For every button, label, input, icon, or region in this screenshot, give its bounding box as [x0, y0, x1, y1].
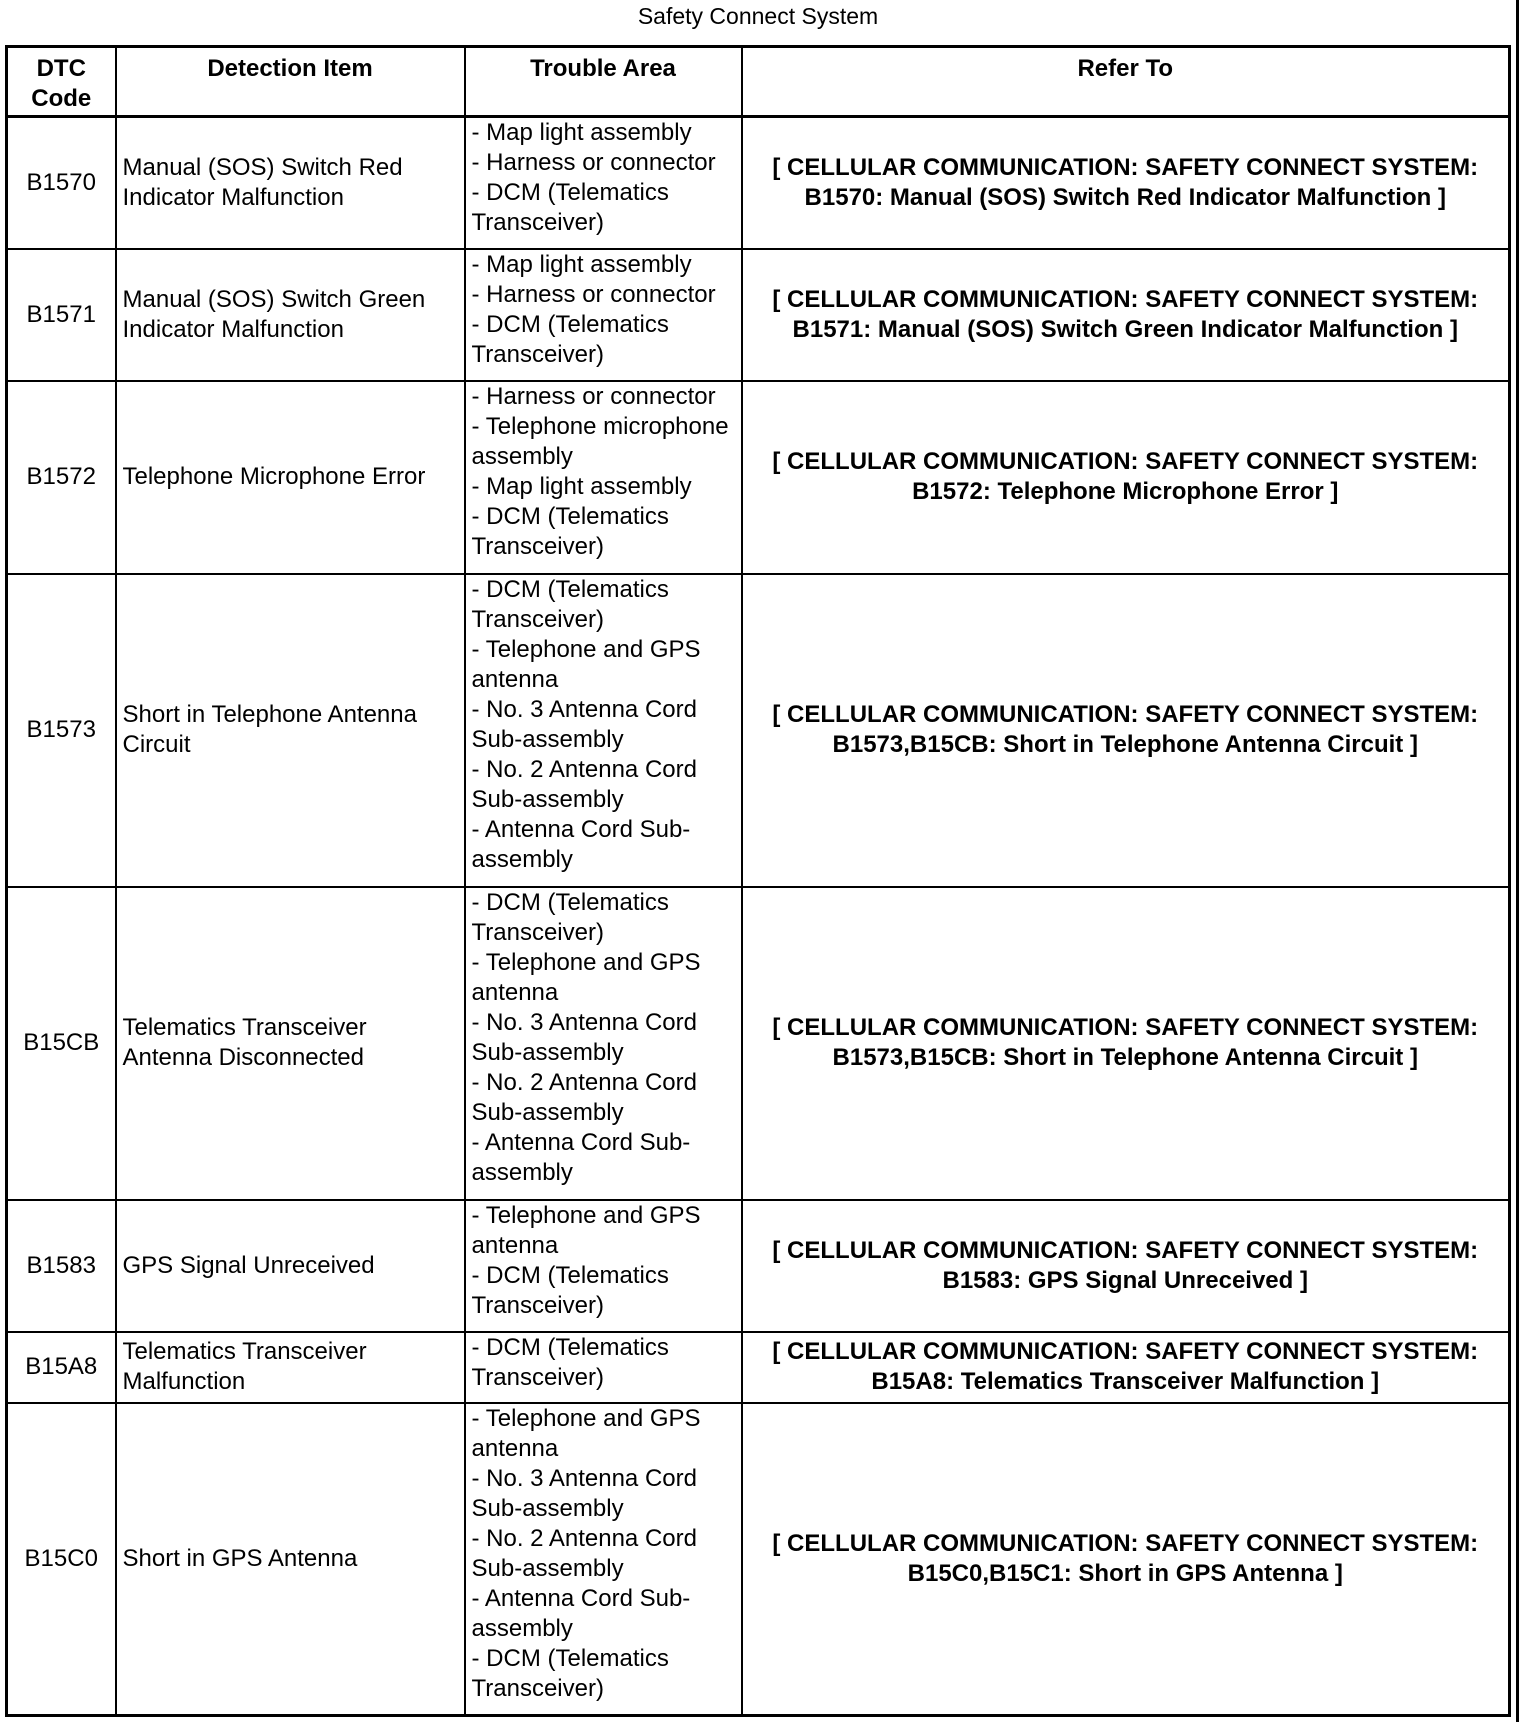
trouble-area-cell: [465, 1403, 742, 1716]
trouble-area-cell: [465, 117, 742, 249]
detection-item-cell: Telematics Transceiver Malfunction: [116, 1332, 465, 1403]
trouble-area-entry: - No. 2 Antenna Cord Sub-assembly: [471, 1524, 697, 1582]
table-body: [7, 117, 1510, 1716]
table-row: [7, 381, 1510, 574]
trouble-area-entry: - Harness or connector: [471, 280, 716, 308]
dtc-code-cell: B1573: [7, 574, 116, 887]
trouble-area-entry: - No. 3 Antenna Cord Sub-assembly: [471, 1464, 697, 1522]
document-title: Safety Connect System: [637, 3, 879, 29]
trouble-area-entry: - Map light assembly: [471, 119, 692, 146]
trouble-area-entry: - No. 2 Antenna Cord Sub-assembly: [471, 755, 697, 813]
trouble-area-entry: - DCM (Telematics Transceiver): [471, 888, 669, 946]
dtc-code-cell: B15CB: [7, 887, 116, 1200]
trouble-area-entry: - Telephone and GPS antenna: [471, 948, 701, 1006]
trouble-area-entry: - Telephone and GPS antenna: [471, 1404, 701, 1462]
refer-to-link[interactable]: [ CELLULAR COMMUNICATION: SAFETY CONNECT SYSTEM: B1573,B15CB: Short in Telephone Antenna Circuit ]: [742, 574, 1510, 887]
dtc-table: [5, 45, 1511, 1717]
refer-to-link[interactable]: [ CELLULAR COMMUNICATION: SAFETY CONNECT SYSTEM: B15C0,B15C1: Short in GPS Antenna ]: [742, 1403, 1510, 1716]
table-row: [7, 249, 1510, 381]
trouble-area-entry: - DCM (Telematics Transceiver): [471, 502, 669, 560]
trouble-area-cell: [465, 1332, 742, 1403]
trouble-area-entry: - Map light assembly: [471, 472, 692, 500]
refer-to-link[interactable]: [ CELLULAR COMMUNICATION: SAFETY CONNECT SYSTEM: B1571: Manual (SOS) Switch Green Indicator Malfunction ]: [742, 249, 1510, 381]
trouble-area-cell: [465, 381, 742, 574]
refer-to-link[interactable]: [ CELLULAR COMMUNICATION: SAFETY CONNECT SYSTEM: B1572: Telephone Microphone Error ]: [742, 381, 1510, 574]
dtc-code-cell: B1570: [7, 117, 116, 249]
table-row: [7, 1200, 1510, 1332]
trouble-area-cell: [465, 574, 742, 887]
refer-to-link[interactable]: [ CELLULAR COMMUNICATION: SAFETY CONNECT SYSTEM: B1573,B15CB: Short in Telephone Antenna Circuit ]: [742, 887, 1510, 1200]
trouble-area-entry: - No. 3 Antenna Cord Sub-assembly: [471, 1008, 697, 1066]
refer-to-link[interactable]: [ CELLULAR COMMUNICATION: SAFETY CONNECT SYSTEM: B1570: Manual (SOS) Switch Red Indicator Malfunction ]: [742, 117, 1510, 249]
detection-item-cell: Manual (SOS) Switch Green Indicator Malfunction: [116, 249, 465, 381]
trouble-area-cell: [465, 249, 742, 381]
trouble-area-entry: - Telephone microphone assembly: [471, 412, 729, 470]
page-edge-rule: [1516, 0, 1519, 1722]
trouble-area-entry: - Telephone and GPS antenna: [471, 635, 701, 693]
table-row: [7, 574, 1510, 887]
trouble-area-entry: - Antenna Cord Sub-assembly: [471, 1128, 691, 1186]
trouble-area-entry: - DCM (Telematics Transceiver): [471, 310, 669, 368]
trouble-area-entry: - DCM (Telematics Transceiver): [471, 575, 669, 633]
table-row: [7, 1332, 1510, 1403]
refer-to-link[interactable]: [ CELLULAR COMMUNICATION: SAFETY CONNECT SYSTEM: B1583: GPS Signal Unreceived ]: [742, 1200, 1510, 1332]
refer-to-link[interactable]: [ CELLULAR COMMUNICATION: SAFETY CONNECT SYSTEM: B15A8: Telematics Transceiver Malfunction ]: [742, 1332, 1510, 1403]
trouble-area-entry: - Telephone and GPS antenna: [471, 1201, 701, 1259]
header-dtc-code: DTC Code: [7, 47, 116, 117]
trouble-area-entry: - DCM (Telematics Transceiver): [471, 1261, 669, 1319]
header-detection-item: Detection Item: [116, 47, 465, 117]
detection-item-cell: Telephone Microphone Error: [116, 381, 465, 574]
dtc-code-cell: B1583: [7, 1200, 116, 1332]
dtc-code-cell: B1572: [7, 381, 116, 574]
dtc-code-cell: B15A8: [7, 1332, 116, 1403]
detection-item-cell: Telematics Transceiver Antenna Disconnected: [116, 887, 465, 1200]
trouble-area-entry: - Harness or connector: [471, 149, 716, 176]
trouble-area-entry: - DCM (Telematics Transceiver): [471, 179, 669, 236]
trouble-area-cell: [465, 887, 742, 1200]
trouble-area-entry: - No. 3 Antenna Cord Sub-assembly: [471, 695, 697, 753]
detection-item-cell: Short in Telephone Antenna Circuit: [116, 574, 465, 887]
dtc-code-cell: B15C0: [7, 1403, 116, 1716]
trouble-area-entry: - Antenna Cord Sub-assembly: [471, 815, 691, 873]
header-trouble-area: Trouble Area: [465, 47, 742, 117]
dtc-code-cell: B1571: [7, 249, 116, 381]
table-row: [7, 117, 1510, 249]
detection-item-cell: Manual (SOS) Switch Red Indicator Malfunction: [116, 117, 465, 249]
trouble-area-entry: - Antenna Cord Sub-assembly: [471, 1584, 691, 1642]
detection-item-cell: GPS Signal Unreceived: [116, 1200, 465, 1332]
header-refer-to: Refer To: [742, 47, 1510, 117]
trouble-area-entry: - Map light assembly: [471, 250, 692, 278]
table-row: [7, 887, 1510, 1200]
detection-item-cell: Short in GPS Antenna: [116, 1403, 465, 1716]
trouble-area-entry: - Harness or connector: [471, 382, 716, 410]
table-row: [7, 1403, 1510, 1716]
trouble-area-entry: - No. 2 Antenna Cord Sub-assembly: [471, 1068, 697, 1126]
trouble-area-cell: [465, 1200, 742, 1332]
trouble-area-entry: - DCM (Telematics Transceiver): [471, 1644, 669, 1702]
table-header-row: [7, 47, 1510, 117]
trouble-area-entry: - DCM (Telematics Transceiver): [471, 1333, 669, 1391]
